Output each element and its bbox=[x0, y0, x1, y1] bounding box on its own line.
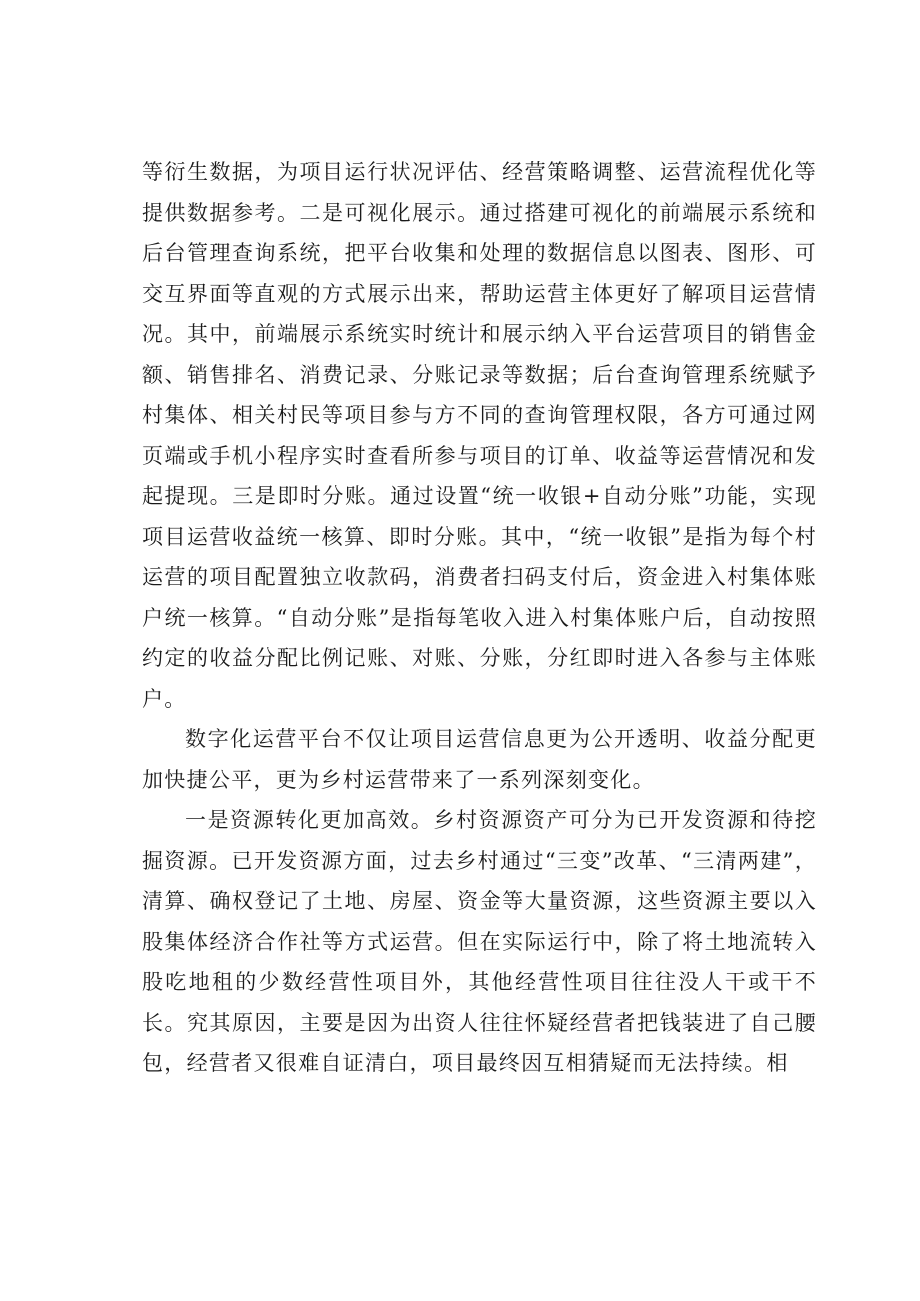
paragraph-continued: 等衍生数据，为项目运行状况评估、经营策略调整、运营流程优化等提供数据参考。二是可视化展示。通过搭建可视化的前端展示系统和后台管理查询系统，把平台收集和处理的数据信息以图表、图形、可交互界面等直观的方式展示出来，帮助运营主体更好了解项目运营情况。其中，前端展示系统实时统计和展示纳入平台运营项目的销售金额、销售排名、消费记录、分账记录等数据；后台查询管理系统赋予村集体、相关村民等项目参与方不同的查询管理权限，各方可通过网页端或手机小程序实时查看所参与项目的订单、收益等运营情况和发起提现。三是即时分账。通过设置“统一收银+自动分账”功能，实现项目运营收益统一核算、即时分账。其中，“统一收银”是指为每个村运营的项目配置独立收款码，消费者扫码支付后，资金进入村集体账户统一核算。“自动分账”是指每笔收入进入村集体账户后，自动按照约定的收益分配比例记账、对账、分账，分红即时进入各参与主体账户。 bbox=[142, 160, 817, 711]
paragraph-resource-conversion: 一是资源转化更加高效。乡村资源资产可分为已开发资源和待挖掘资源。已开发资源方面，过去乡村通过“三变”改革、“三清两建”，清算、确权登记了土地、房屋、资金等大量资源，这些资源主要以入股集体经济合作社等方式运营。但在实际运行中，除了将土地流转入股吃地租的少数经营性项目外，其他经营性项目往往没人干或干不长。究其原因，主要是因为出资人往往怀疑经营者把钱装进了自己腰包，经营者又很难自证清白，项目最终因互相猜疑而无法持续。相 bbox=[142, 808, 817, 1075]
document-body bbox=[142, 152, 817, 1084]
paragraph-platform-changes: 数字化运营平台不仅让项目运营信息更为公开透明、收益分配更加快捷公平，更为乡村运营带来了一系列深刻变化。 bbox=[142, 727, 817, 792]
